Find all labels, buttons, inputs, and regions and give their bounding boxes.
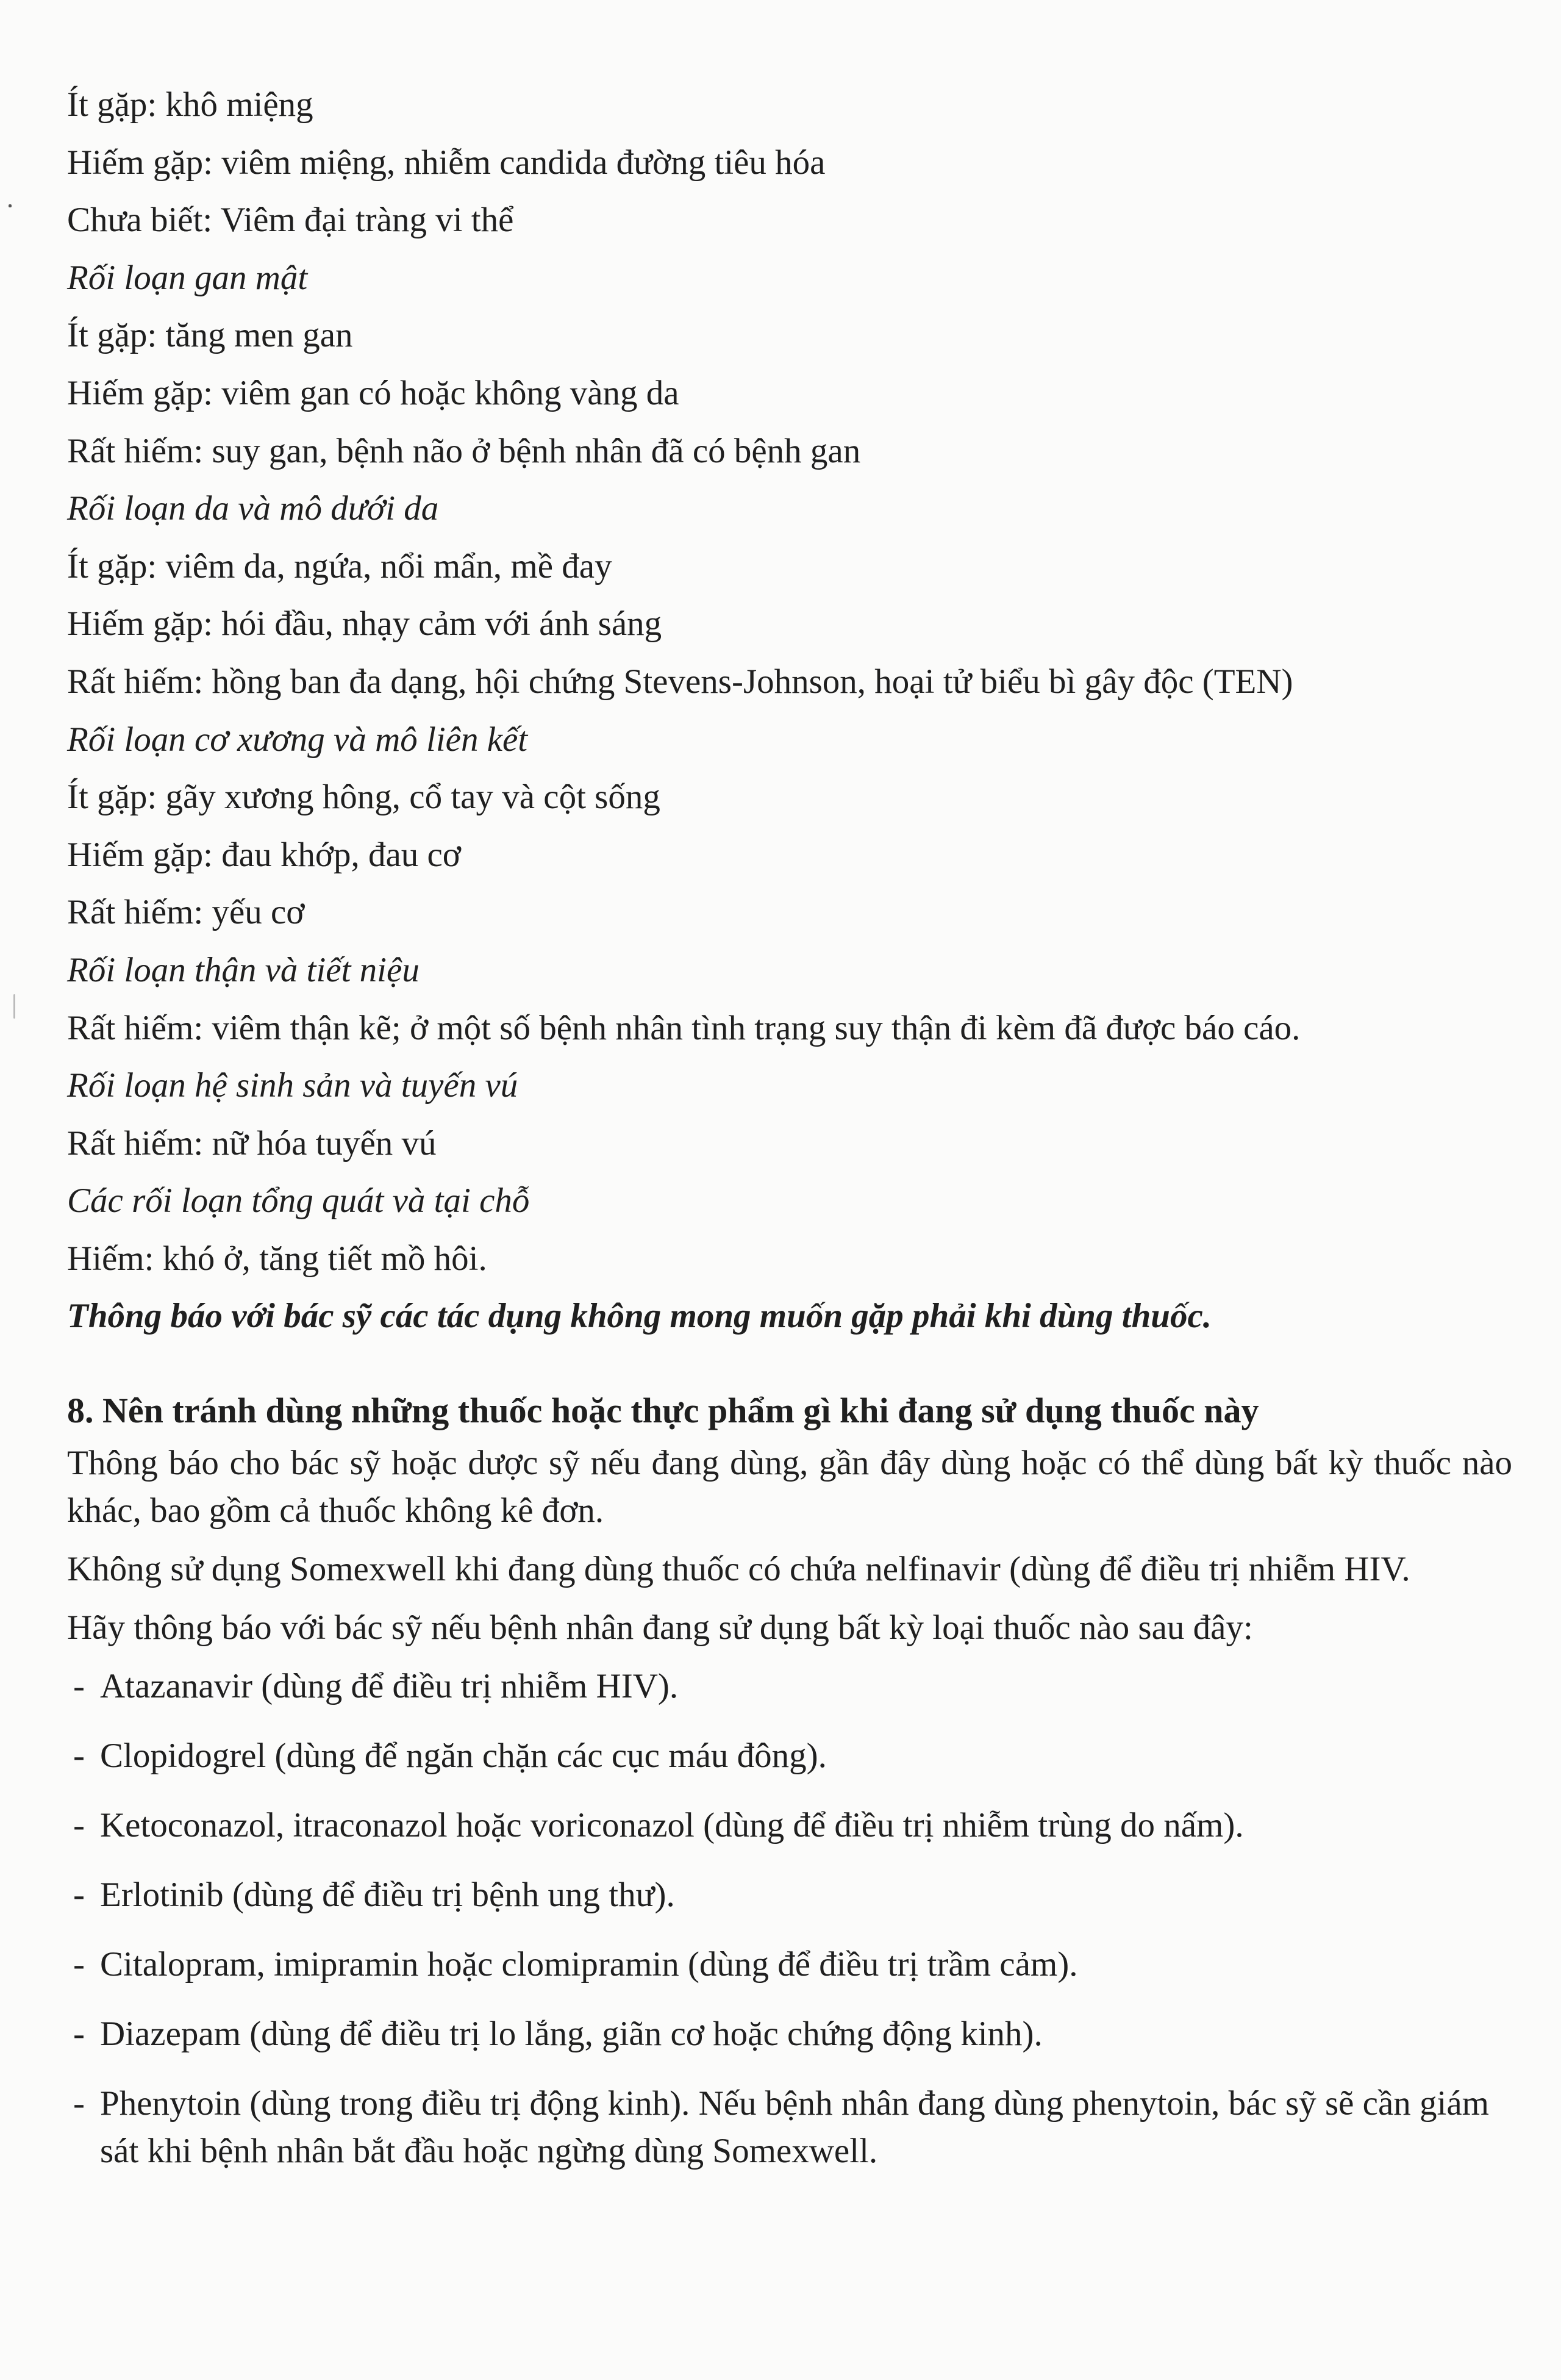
text-line: Chưa biết: Viêm đại tràng vi thể bbox=[67, 201, 514, 240]
text-line: Hiếm gặp: đau khớp, đau cơ bbox=[67, 835, 461, 874]
list-item bbox=[67, 1941, 1512, 1988]
category-heading: Rối loạn hệ sinh sản và tuyến vú bbox=[67, 1066, 518, 1105]
list-item-text: Diazepam (dùng để điều trị lo lắng, giãn cơ hoặc chứng động kinh). bbox=[100, 2015, 1043, 2054]
bullet-marker: - bbox=[73, 1876, 85, 1915]
bullet-marker: - bbox=[73, 1737, 85, 1776]
list-item-text: Phenytoin (dùng trong điều trị động kinh). Nếu bệnh nhân đang dùng phenytoin, bác sỹ sẽ cần giám sát khi bệnh nhân bắt đầu hoặc ngừng dùng Somexwell. bbox=[100, 2084, 1489, 2171]
list-item bbox=[67, 1802, 1512, 1849]
text-line: Rất hiếm: suy gan, bệnh não ở bệnh nhân đã có bệnh gan bbox=[67, 431, 861, 470]
list-item bbox=[67, 1871, 1512, 1919]
document-body bbox=[67, 76, 1512, 2197]
bullet-marker: - bbox=[73, 1667, 85, 1706]
bullet-marker: - bbox=[73, 2015, 85, 2054]
category-heading: Rối loạn da và mô dưới da bbox=[67, 489, 439, 528]
text-line: Rất hiếm: viêm thận kẽ; ở một số bệnh nhân tình trạng suy thận đi kèm đã được báo cáo. bbox=[67, 1008, 1301, 1047]
category-heading: Rối loạn gan mật bbox=[67, 258, 308, 297]
text-line: Ít gặp: gãy xương hông, cổ tay và cột sống bbox=[67, 778, 660, 817]
section-8-paragraph: Hãy thông báo với bác sỹ nếu bệnh nhân đang sử dụng bất kỳ loại thuốc nào sau đây: bbox=[67, 1608, 1253, 1647]
text-line: Ít gặp: khô miệng bbox=[67, 85, 313, 124]
scan-mark bbox=[13, 994, 15, 1019]
notice-line: Thông báo với bác sỹ các tác dụng không mong muốn gặp phải khi dùng thuốc. bbox=[67, 1297, 1212, 1336]
list-item-text: Erlotinib (dùng để điều trị bệnh ung thư). bbox=[100, 1876, 675, 1915]
text-line: Hiếm gặp: viêm miệng, nhiễm candida đường tiêu hóa bbox=[67, 143, 826, 182]
list-item-text: Ketoconazol, itraconazol hoặc voriconazol (dùng để điều trị nhiễm trùng do nấm). bbox=[100, 1806, 1244, 1845]
section-8-heading: 8. Nên tránh dùng những thuốc hoặc thực phẩm gì khi đang sử dụng thuốc này bbox=[67, 1391, 1259, 1431]
section-8-paragraph: Thông báo cho bác sỹ hoặc dược sỹ nếu đang dùng, gần đây dùng hoặc có thể dùng bất kỳ thuốc nào khác, bao gồm cả thuốc không kê đơn. bbox=[67, 1444, 1512, 1530]
text-line: Ít gặp: tăng men gan bbox=[67, 316, 353, 355]
list-item-text: Atazanavir (dùng để điều trị nhiễm HIV). bbox=[100, 1667, 679, 1706]
list-item bbox=[67, 1663, 1512, 1710]
category-heading: Rối loạn thận và tiết niệu bbox=[67, 950, 420, 989]
list-item bbox=[67, 1732, 1512, 1780]
list-item-text: Clopidogrel (dùng để ngăn chặn các cục máu đông). bbox=[100, 1737, 827, 1776]
bullet-marker: - bbox=[73, 1806, 85, 1845]
section-8-paragraph: Không sử dụng Somexwell khi đang dùng thuốc có chứa nelfinavir (dùng để điều trị nhiễm HIV. bbox=[67, 1550, 1410, 1589]
category-heading: Rối loạn cơ xương và mô liên kết bbox=[67, 720, 528, 759]
bullet-marker: - bbox=[73, 1945, 85, 1984]
list-item bbox=[67, 2080, 1512, 2175]
text-line: Ít gặp: viêm da, ngứa, nổi mẩn, mề đay bbox=[67, 547, 612, 586]
list-item bbox=[67, 2010, 1512, 2058]
text-line: Hiếm: khó ở, tăng tiết mồ hôi. bbox=[67, 1239, 487, 1278]
text-line: Hiếm gặp: hói đầu, nhạy cảm với ánh sáng bbox=[67, 604, 662, 643]
text-line: Hiếm gặp: viêm gan có hoặc không vàng da bbox=[67, 373, 679, 412]
bullet-marker: - bbox=[73, 2084, 85, 2123]
list-item-text: Citalopram, imipramin hoặc clomipramin (dùng để điều trị trầm cảm). bbox=[100, 1945, 1078, 1984]
category-heading: Các rối loạn tổng quát và tại chỗ bbox=[67, 1181, 530, 1220]
text-line: Rất hiếm: nữ hóa tuyến vú bbox=[67, 1124, 437, 1163]
text-line: Rất hiếm: yếu cơ bbox=[67, 893, 305, 932]
text-line: Rất hiếm: hồng ban đa dạng, hội chứng Stevens-Johnson, hoại tử biểu bì gây độc (TEN) bbox=[67, 662, 1293, 701]
adverse-effects-list bbox=[67, 76, 1512, 1346]
scan-mark bbox=[9, 204, 12, 207]
drug-interaction-list bbox=[67, 1663, 1512, 2175]
